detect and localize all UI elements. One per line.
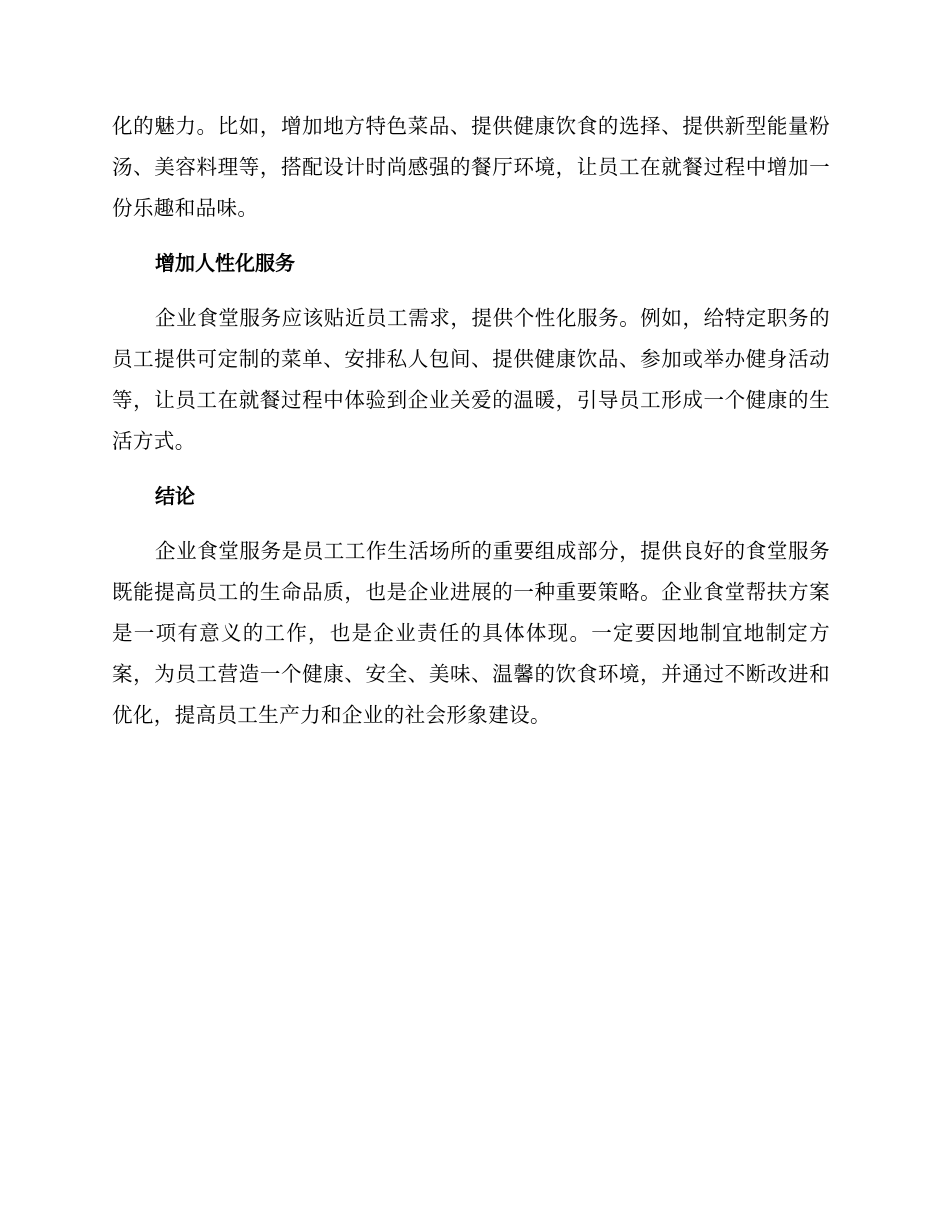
document-page [112,106,830,736]
intro-paragraph: 化的魅力。比如，增加地方特色菜品、提供健康饮食的选择、提供新型能量粉汤、美容料理等，搭配设计时尚感强的餐厅环境，让员工在就餐过程中增加一份乐趣和品味。 [112,114,830,220]
section-body-conclusion: 企业食堂服务是员工工作生活场所的重要组成部分，提供良好的食堂服务既能提高员工的生命品质，也是企业进展的一种重要策略。企业食堂帮扶方案是一项有意义的工作，也是企业责任的具体体现。一定要因地制宜地制定方案，为员工营造一个健康、安全、美味、温馨的饮食环境，并通过不断改进和优化，提高员工生产力和企业的社会形象建设。 [112,539,830,727]
section-heading-conclusion: 结论 [155,484,195,508]
section-body-humanized-service: 企业食堂服务应该贴近员工需求，提供个性化服务。例如，给特定职务的员工提供可定制的菜单、安排私人包间、提供健康饮品、参加或举办健身活动等，让员工在就餐过程中体验到企业关爱的温暖，引导员工形成一个健康的生活方式。 [112,306,830,453]
section-heading-humanized-service: 增加人性化服务 [155,251,295,275]
